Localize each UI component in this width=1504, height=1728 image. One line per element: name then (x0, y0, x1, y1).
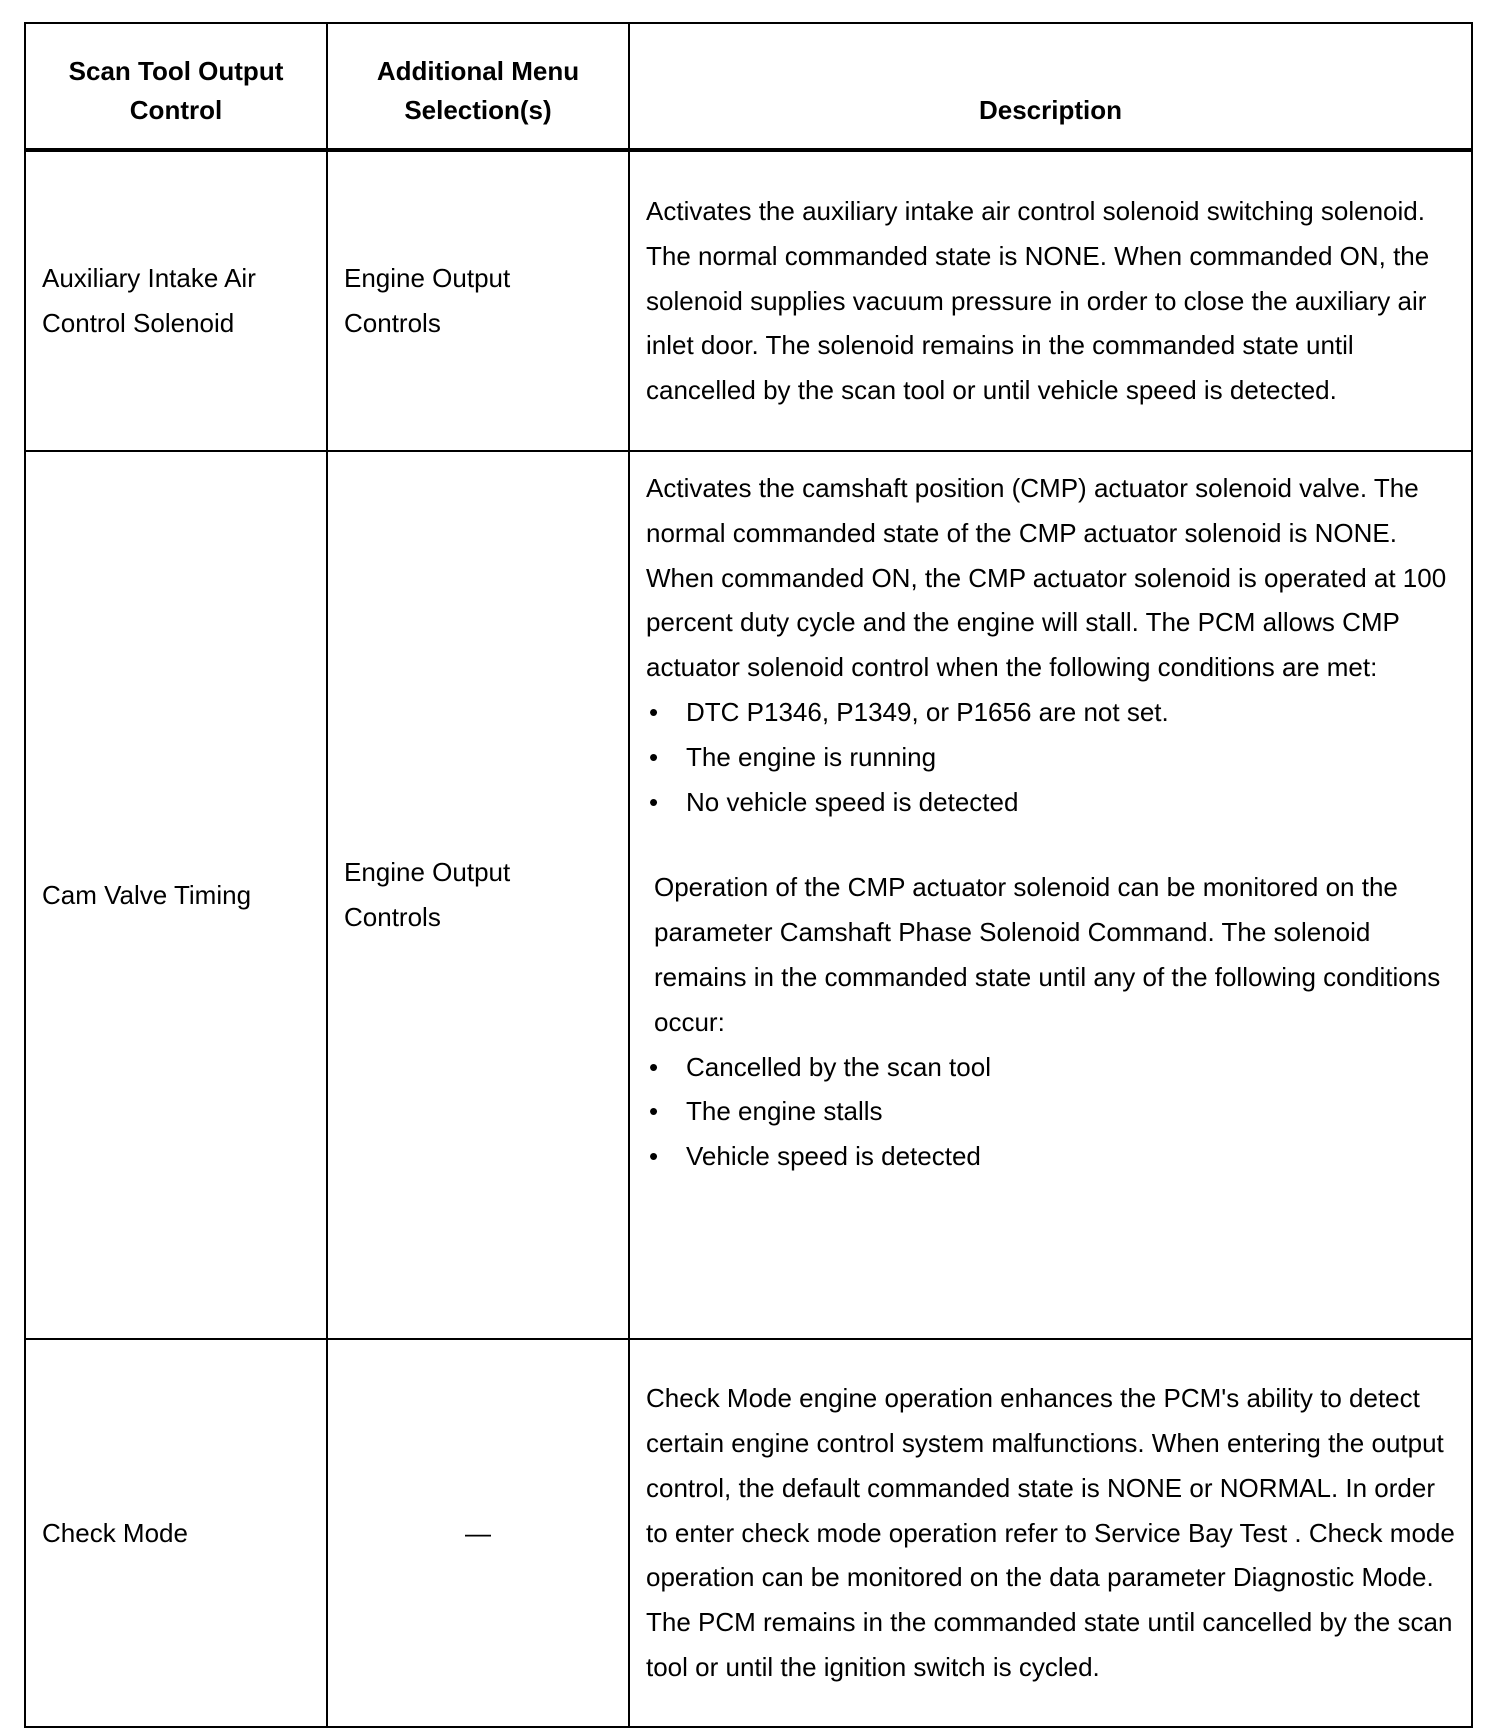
table-row (25, 1339, 1472, 1727)
description-monitor: Operation of the CMP actuator solenoid can be monitored on the parameter Camshaft Phase Solenoid Command. The solenoid remains in the commanded state until any of the following conditions occur: (654, 872, 1441, 1037)
control-cell: Check Mode (25, 1339, 327, 1727)
menu-cell: Engine Output Controls (327, 451, 629, 1339)
menu-cell: — (327, 1339, 629, 1727)
conditions-met-list (646, 690, 1455, 824)
conditions-occur-list (646, 1045, 1455, 1179)
bullet-icon: • (649, 1141, 659, 1172)
header-additional-menu-selections: Additional Menu Selection(s) (327, 23, 629, 150)
table-header-row (25, 23, 1472, 150)
control-cell: Cam Valve Timing (25, 451, 327, 1339)
description-cell (629, 451, 1472, 1339)
description-cell (629, 1339, 1472, 1727)
list-item: • The engine stalls (646, 1089, 1455, 1134)
output-controls-table (24, 22, 1473, 1728)
list-item: • Cancelled by the scan tool (646, 1045, 1455, 1090)
bullet-icon: • (649, 1096, 659, 1127)
bullet-icon: • (649, 786, 659, 817)
header-scan-tool-output-control: Scan Tool Output Control (25, 23, 327, 150)
paragraph-spacer (646, 824, 1455, 865)
bullet-icon: • (649, 741, 659, 772)
list-item: • The engine is running (646, 735, 1455, 780)
bullet-icon: • (649, 1051, 659, 1082)
description-text: Activates the auxiliary intake air control solenoid switching solenoid. The normal commanded state is NONE. When commanded ON, the solenoid supplies vacuum pressure in order to close the auxiliary air inlet door. The solenoid remains in the commanded state until cancelled by the scan tool or until vehicle speed is detected. (646, 196, 1430, 406)
table-row (25, 451, 1472, 1339)
list-item: • Vehicle speed is detected (646, 1134, 1455, 1179)
description-intro: Activates the camshaft position (CMP) actuator solenoid valve. The normal commanded state of the CMP actuator solenoid is NONE. When commanded ON, the CMP actuator solenoid is operated at 100 percent duty cycle and the engine will stall. The PCM allows CMP actuator solenoid control when the following conditions are met: (646, 473, 1447, 683)
menu-cell: Engine Output Controls (327, 150, 629, 451)
table-row (25, 150, 1472, 451)
header-description: Description (629, 23, 1472, 150)
description-cell (629, 150, 1472, 451)
description-text: Check Mode engine operation enhances the PCM's ability to detect certain engine control system malfunctions. When entering the output control, the default commanded state is NONE or NORMAL. In order to enter check mode operation refer to Service Bay Test . Check mode operation can be monitored on the data parameter Diagnostic Mode. The PCM remains in the commanded state until cancelled by the scan tool or until the ignition switch is cycled. (646, 1383, 1455, 1682)
list-item: • No vehicle speed is detected (646, 780, 1455, 825)
list-item: • DTC P1346, P1349, or P1656 are not set. (646, 690, 1455, 735)
control-cell: Auxiliary Intake Air Control Solenoid (25, 150, 327, 451)
bullet-icon: • (649, 696, 659, 727)
